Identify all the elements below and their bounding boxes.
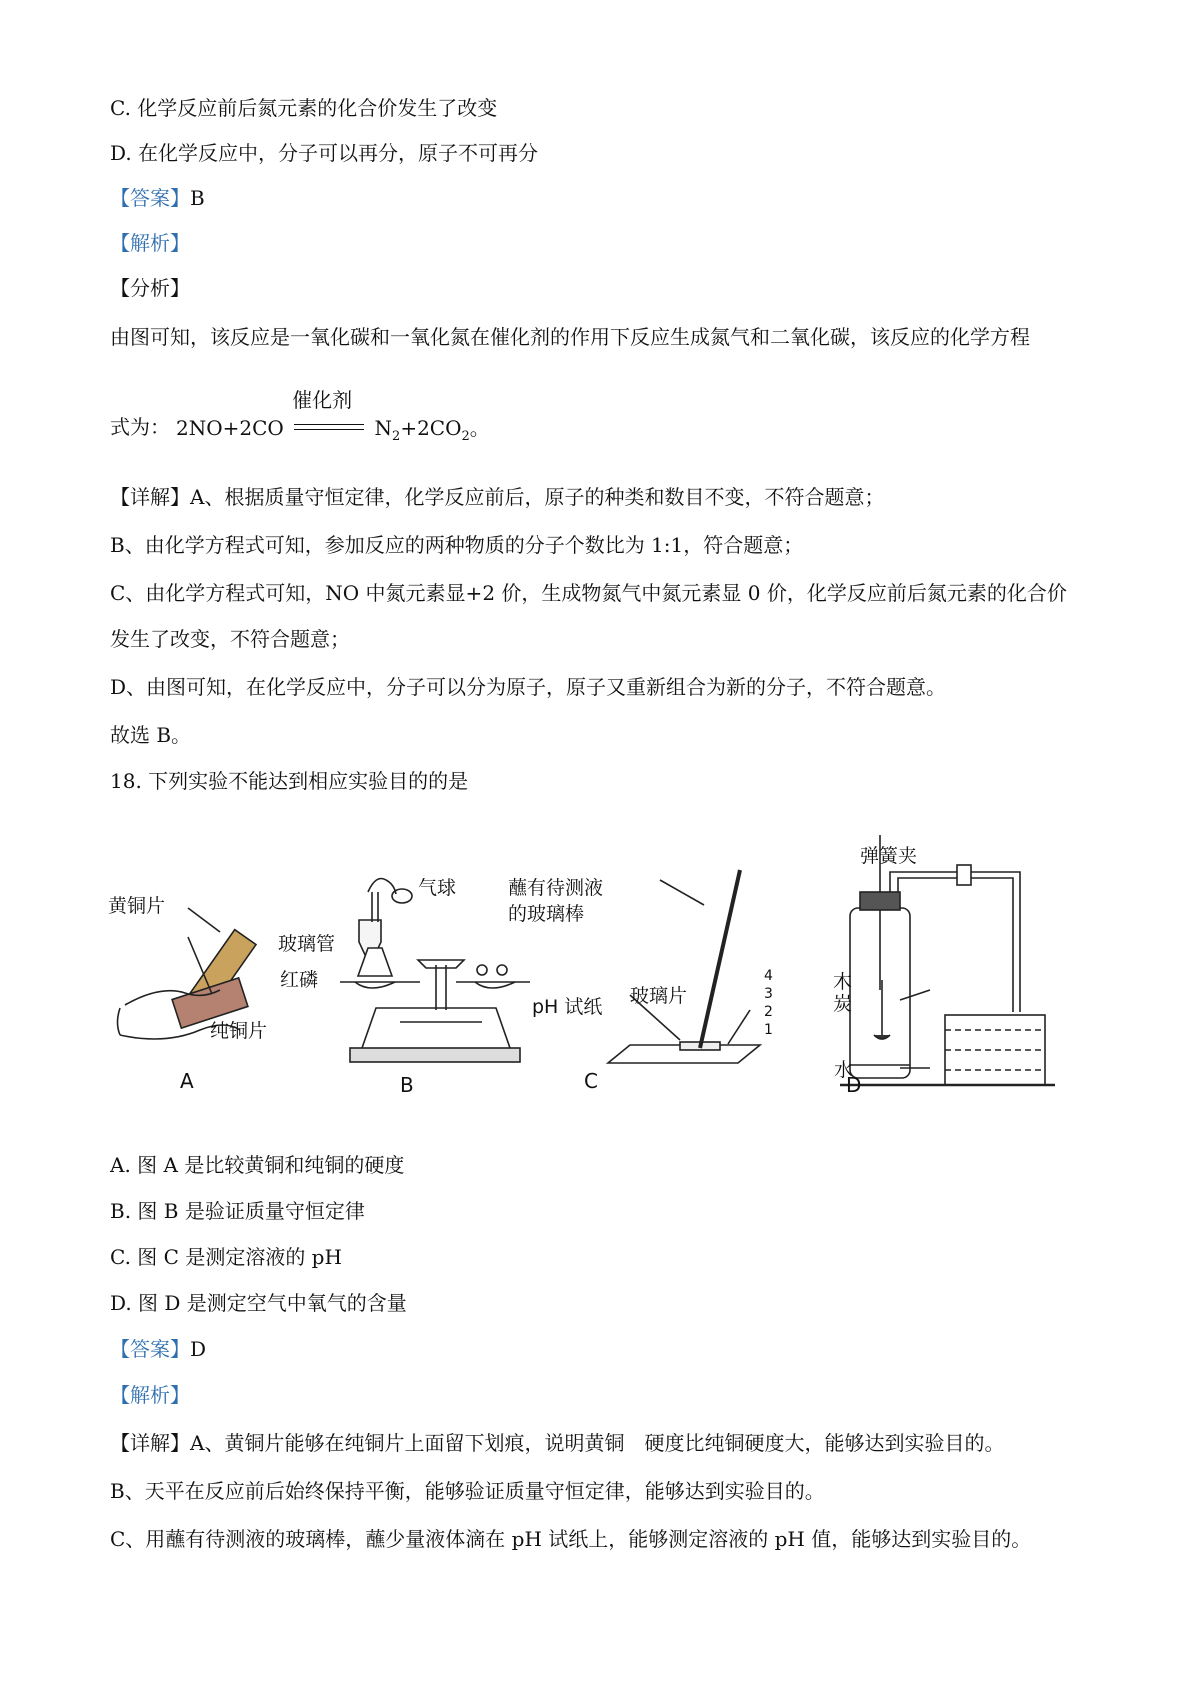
experiment-figure bbox=[100, 830, 1060, 1100]
fig-a-label-brass: 黄铜片 bbox=[108, 895, 166, 917]
fig-a-label-copper: 纯铜片 bbox=[210, 1020, 268, 1042]
equation-plus: +2CO bbox=[400, 416, 462, 440]
fig-d-scale-3: 3 bbox=[764, 986, 773, 1002]
figure-b-drawing bbox=[340, 879, 530, 1063]
conclusion: 故选 B。 bbox=[110, 723, 192, 747]
q18-analysis-tag: 【解析】 bbox=[110, 1383, 190, 1407]
q18-detail-c: C、用蘸有待测液的玻璃棒，蘸少量液体滴在 pH 试纸上，能够测定溶液的 pH 值，能够达到实验目的。 bbox=[110, 1527, 1032, 1551]
fig-c-label-rod2: 的玻璃棒 bbox=[508, 903, 585, 925]
fig-d-caption: D bbox=[846, 1073, 862, 1097]
q18-detail-b: B、天平在反应前后始终保持平衡，能够验证质量守恒定律，能够达到实验目的。 bbox=[110, 1479, 825, 1503]
answer-line bbox=[110, 183, 205, 213]
fig-b-label-balloon: 气球 bbox=[418, 877, 457, 899]
chemical-equation bbox=[176, 387, 490, 444]
q18-option-b: B. 图 B 是验证质量守恒定律 bbox=[110, 1199, 365, 1223]
option-d: D. 在化学反应中，分子可以再分，原子不可再分 bbox=[110, 141, 539, 165]
q18-detail-a: 【详解】A、黄铜片能够在纯铜片上面留下划痕，说明黄铜 硬度比纯铜硬度大，能够达到实验目的。 bbox=[110, 1431, 1005, 1455]
fig-b-label-tube: 玻璃管 bbox=[278, 933, 336, 955]
fig-d-label-water: 水 bbox=[834, 1059, 854, 1081]
fig-d-scale-2: 2 bbox=[764, 1004, 773, 1020]
fig-b-label-phosphorus: 红磷 bbox=[280, 969, 319, 991]
fig-c-label-glass: 玻璃片 bbox=[630, 985, 688, 1007]
fig-d-label-charcoal2: 炭 bbox=[833, 993, 853, 1015]
figure-d-drawing bbox=[840, 835, 1055, 1085]
answer-tag: 【答案】 bbox=[110, 186, 190, 210]
q18-answer-tag: 【答案】 bbox=[110, 1337, 190, 1361]
equation-lhs: 2NO+2CO bbox=[176, 416, 284, 440]
fig-c-label-rod1: 蘸有待测液 bbox=[508, 877, 604, 899]
fenxi-tag: 【分析】 bbox=[110, 276, 190, 300]
fig-d-scale-4: 4 bbox=[764, 968, 773, 984]
fig-c-caption: C bbox=[584, 1069, 598, 1093]
fig-d-scale-1: 1 bbox=[764, 1022, 773, 1038]
fig-d-label-charcoal1: 木 bbox=[833, 971, 853, 993]
analysis-tag: 【解析】 bbox=[110, 231, 190, 255]
detail-a: 【详解】A、根据质量守恒定律，化学反应前后，原子的种类和数目不变，不符合题意； bbox=[110, 485, 885, 509]
q18-answer-value: D bbox=[190, 1337, 207, 1361]
answer-value: B bbox=[190, 186, 205, 210]
equation-n-sub: 2 bbox=[392, 429, 401, 444]
q18-option-a: A. 图 A 是比较黄铜和纯铜的硬度 bbox=[110, 1153, 405, 1177]
q18-option-c: C. 图 C 是测定溶液的 pH bbox=[110, 1245, 342, 1269]
detail-b: B、由化学方程式可知，参加反应的两种物质的分子个数比为 1:1，符合题意； bbox=[110, 533, 804, 557]
equation-arrow bbox=[292, 387, 364, 440]
detail-d: D、由图可知，在化学反应中，分子可以分为原子，原子又重新组合为新的分子，不符合题意。 bbox=[110, 675, 947, 699]
detail-c1: C、由化学方程式可知，NO 中氮元素显+2 价，生成物氮气中氮元素显 0 价，化学反应前后氮元素的化合价 bbox=[110, 581, 1067, 605]
option-c: C. 化学反应前后氮元素的化合价发生了改变 bbox=[110, 96, 498, 120]
fig-b-caption: B bbox=[400, 1073, 414, 1097]
equation-prefix: 式为： bbox=[110, 415, 170, 439]
fig-c-label-ph-paper: pH 试纸 bbox=[532, 996, 603, 1018]
equation-end: 。 bbox=[469, 416, 490, 440]
q18-option-d: D. 图 D 是测定空气中氧气的含量 bbox=[110, 1291, 407, 1315]
experiment-figure-svg bbox=[100, 830, 1060, 1100]
question-18: 18. 下列实验不能达到相应实验目的的是 bbox=[110, 769, 469, 793]
equation-co-sub: 2 bbox=[461, 429, 470, 444]
figure-c-drawing bbox=[608, 870, 760, 1063]
q18-answer-line bbox=[110, 1334, 206, 1364]
detail-c2: 发生了改变，不符合题意； bbox=[110, 627, 350, 651]
fig-a-caption: A bbox=[180, 1069, 194, 1093]
equation-n: N bbox=[374, 416, 393, 440]
fenxi-text: 由图可知，该反应是一氧化碳和一氧化氮在催化剂的作用下反应生成氮气和二氧化碳，该反应的化学方程 bbox=[110, 325, 1030, 349]
catalyst-label: 催化剂 bbox=[292, 387, 353, 412]
fig-d-label-clamp: 弹簧夹 bbox=[860, 845, 918, 867]
